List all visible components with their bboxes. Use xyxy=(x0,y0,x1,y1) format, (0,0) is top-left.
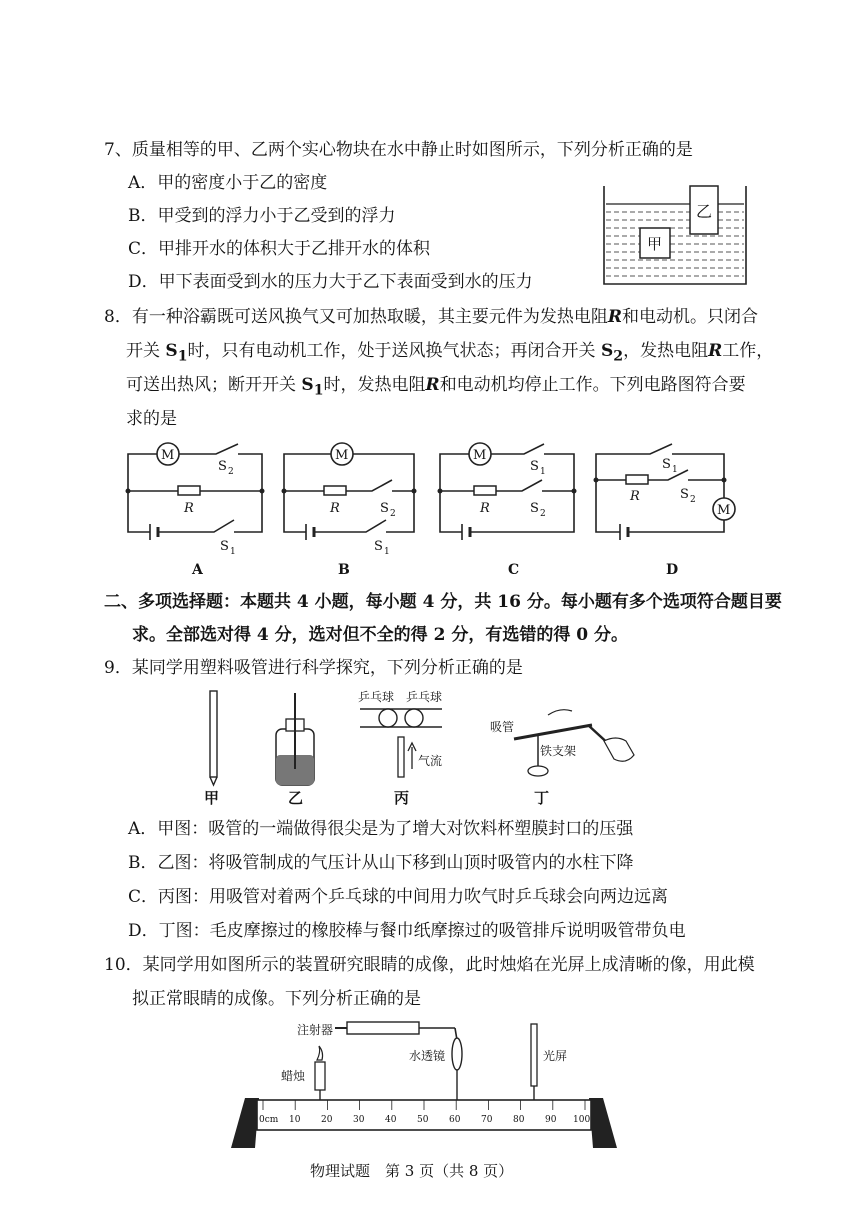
q9-option-d: D．丁图：毛皮摩擦过的橡胶棒与餐巾纸摩擦过的吸管排斥说明吸管带负电 xyxy=(128,921,686,941)
svg-text:M: M xyxy=(161,448,175,463)
q10-optical-bench xyxy=(225,1016,625,1156)
straw-icon xyxy=(398,737,404,777)
ruler-tick-label: 90 xyxy=(545,1115,557,1125)
q7-figure xyxy=(600,180,750,290)
resistor-icon xyxy=(324,486,346,495)
q7-option-d: D．甲下表面受到水的压力大于乙下表面受到水的压力 xyxy=(128,272,533,292)
ruler-tick-label: 60 xyxy=(449,1115,461,1125)
fig-label-d: 丁 xyxy=(534,789,550,807)
svg-text:1: 1 xyxy=(672,465,678,475)
ruler-tick-label: 50 xyxy=(417,1115,429,1125)
fig-label-b: 乙 xyxy=(288,789,304,807)
circuit-b xyxy=(276,438,426,578)
svg-text:2: 2 xyxy=(690,495,696,505)
ruler-tick-label: 80 xyxy=(513,1115,525,1125)
block-b-label: 乙 xyxy=(696,202,713,221)
circuit-label: C xyxy=(508,562,520,578)
svg-text:R: R xyxy=(480,501,490,516)
ruler-tick-label: 40 xyxy=(385,1115,397,1125)
resistor-icon xyxy=(626,475,648,484)
circuit-label: A xyxy=(192,562,203,578)
q8-line4: 求的是 xyxy=(126,409,177,429)
q7-option-b: B．甲受到的浮力小于乙受到的浮力 xyxy=(128,206,396,226)
svg-text:S: S xyxy=(218,459,227,474)
page-footer: 物理试题 第 3 页（共 8 页） xyxy=(310,1162,514,1180)
ruler-tick-label: 0cm xyxy=(259,1115,279,1125)
section2-line2: 求。全部选对得 4 分，选对但不全的得 2 分，有选错的得 0 分。 xyxy=(132,625,628,645)
svg-text:S: S xyxy=(220,539,229,554)
syringe-label: 注射器 xyxy=(297,1023,334,1037)
water-lens-icon xyxy=(452,1038,462,1070)
svg-text:R: R xyxy=(184,501,194,516)
candle-icon xyxy=(315,1062,325,1090)
svg-text:S: S xyxy=(530,459,539,474)
light-screen-icon xyxy=(531,1024,537,1086)
q10-line1: 10．某同学用如图所示的装置研究眼睛的成像，此时烛焰在光屏上成清晰的像，用此模 xyxy=(104,955,755,975)
svg-text:R: R xyxy=(630,489,640,504)
airflow-label: 气流 xyxy=(418,754,443,768)
lens-label: 水透镜 xyxy=(409,1049,446,1063)
ruler-tick-label: 10 xyxy=(289,1115,301,1125)
resistor-icon xyxy=(474,486,496,495)
candle-label: 蜡烛 xyxy=(281,1069,306,1083)
resistor-icon xyxy=(178,486,200,495)
ruler-tick-label: 20 xyxy=(321,1115,333,1125)
svg-text:S: S xyxy=(374,539,383,554)
q7-option-c: C．甲排开水的体积大于乙排开水的体积 xyxy=(128,239,431,259)
svg-text:M: M xyxy=(717,503,731,518)
q9-stem: 9．某同学用塑料吸管进行科学探究，下列分析正确的是 xyxy=(104,658,523,678)
svg-text:S: S xyxy=(530,501,539,516)
q9-option-a: A．甲图：吸管的一端做得很尖是为了增大对饮料杯塑膜封口的压强 xyxy=(128,819,634,839)
syringe-icon xyxy=(347,1022,419,1034)
straw-label: 吸管 xyxy=(490,720,515,734)
ruler-tick-label: 100 xyxy=(573,1115,591,1125)
q8-line3: 可送出热风；断开开关 $S_1$时，发热电阻R和电动机均停止工作。下列电路图符合要 xyxy=(126,375,746,399)
svg-text:M: M xyxy=(335,448,349,463)
ping-pong-ball-icon xyxy=(379,709,397,727)
ball-label-2: 乒乓球 xyxy=(406,690,443,704)
q9-option-c: C．丙图：用吸管对着两个乒乓球的中间用力吹气时乒乓球会向两边远离 xyxy=(128,887,669,907)
svg-text:S: S xyxy=(680,487,689,502)
svg-text:1: 1 xyxy=(230,547,236,557)
block-a-label: 甲 xyxy=(647,235,663,253)
svg-text:1: 1 xyxy=(540,467,546,477)
q9-option-b: B．乙图：将吸管制成的气压计从山下移到山顶时吸管内的水柱下降 xyxy=(128,853,634,873)
q9-figures xyxy=(180,685,650,810)
fig-label-a: 甲 xyxy=(204,789,220,807)
svg-text:1: 1 xyxy=(384,547,390,557)
svg-text:S: S xyxy=(380,501,389,516)
svg-text:2: 2 xyxy=(228,467,234,477)
q7-stem: 7、质量相等的甲、乙两个实心物块在水中静止时如图所示，下列分析正确的是 xyxy=(104,140,693,160)
circuit-a xyxy=(120,438,270,578)
svg-text:S: S xyxy=(662,457,671,472)
svg-text:2: 2 xyxy=(540,509,546,519)
circuit-c xyxy=(432,438,582,578)
ruler-tick-label: 70 xyxy=(481,1115,493,1125)
hand-icon xyxy=(604,738,634,761)
q10-line2: 拟正常眼睛的成像。下列分析正确的是 xyxy=(132,989,421,1009)
ruler-tick-label: 30 xyxy=(353,1115,365,1125)
screen-label: 光屏 xyxy=(543,1049,568,1063)
svg-text:R: R xyxy=(330,501,340,516)
q7-option-a: A．甲的密度小于乙的密度 xyxy=(128,173,328,193)
q8-line2: 开关 $S_1$时，只有电动机工作，处于送风换气状态；再闭合开关 $S_2$，发热电阻R工作， xyxy=(126,341,774,365)
ping-pong-ball-icon xyxy=(405,709,423,727)
fig-label-c: 丙 xyxy=(394,789,410,807)
q8-line1: 8．有一种浴霸既可送风换气又可加热取暖，其主要元件为发热电阻R和电动机。只闭合 xyxy=(104,307,758,327)
circuit-label: D xyxy=(666,562,679,578)
ball-label-1: 乒乓球 xyxy=(358,690,395,704)
svg-text:M: M xyxy=(473,448,487,463)
section2-line1: 二、多项选择题：本题共 4 小题，每小题 4 分，共 16 分。每小题有多个选项符合题目要 xyxy=(104,592,782,612)
stand-label: 铁支架 xyxy=(540,744,577,758)
circuit-d xyxy=(590,438,750,578)
svg-text:2: 2 xyxy=(390,509,396,519)
circuit-label: B xyxy=(338,562,350,578)
straw-icon xyxy=(210,691,217,777)
